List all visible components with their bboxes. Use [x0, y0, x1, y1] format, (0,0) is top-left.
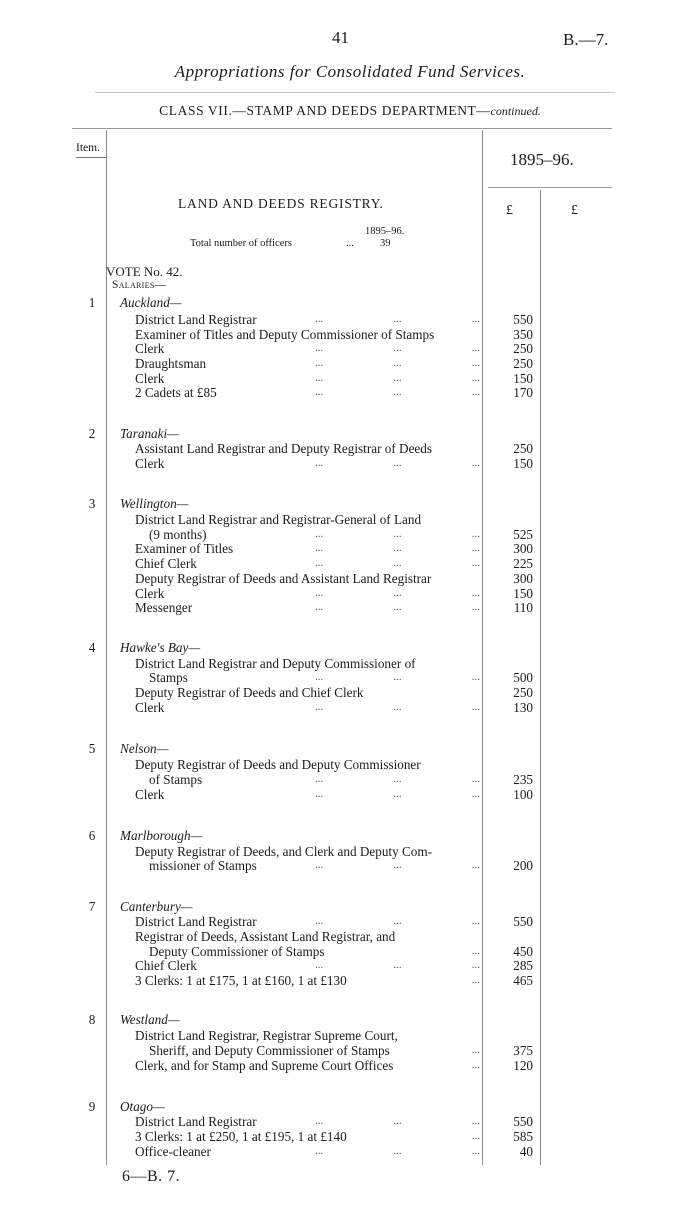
district-name: Wellington—: [120, 496, 189, 511]
item-description: 3 Clerks: 1 at £175, 1 at £160, 1 at £130: [135, 973, 347, 988]
currency-header-2: £: [571, 203, 578, 218]
page-title: Appropriations for Consolidated Fund Services.: [174, 62, 526, 81]
item-column-header: Item.: [76, 142, 100, 154]
district-name: Canterbury—: [120, 899, 193, 914]
item-description: Clerk: [135, 787, 165, 802]
amount: 525: [513, 527, 533, 542]
item-description: Deputy Commissioner of Stamps: [149, 944, 325, 959]
item-description: Clerk: [135, 700, 165, 715]
table-row: [0, 656, 700, 671]
leader-dots: ... ... ...: [315, 959, 480, 971]
item-description: Messenger: [135, 600, 193, 615]
class-heading-main: CLASS VII.—STAMP AND DEEDS DEPARTMENT—: [159, 103, 491, 118]
item-number: 1: [88, 295, 96, 310]
item-description: 3 Clerks: 1 at £250, 1 at £195, 1 at £140: [135, 1129, 347, 1144]
amount: 450: [513, 944, 533, 959]
table-row: [0, 1099, 700, 1114]
officers-count: 39: [380, 238, 391, 249]
leader-dots: ... ... ...: [315, 773, 480, 785]
item-description: Clerk: [135, 456, 165, 471]
table-row: [0, 1129, 700, 1144]
table-row: [0, 929, 700, 944]
page-number: 41: [332, 28, 349, 47]
item-description: Examiner of Titles and Deputy Commissioner of Stamps: [135, 327, 435, 342]
table-row: [0, 556, 700, 571]
class-heading: [0, 103, 700, 119]
amount: 250: [513, 356, 533, 371]
table-row: [0, 858, 700, 873]
table-row: [0, 670, 700, 685]
item-number: 4: [88, 640, 96, 655]
table-row: [0, 295, 700, 310]
item-description: Deputy Registrar of Deeds and Deputy Commissioner: [135, 757, 421, 772]
table-row: [0, 356, 700, 371]
table-row: [0, 1058, 700, 1073]
amount: 300: [513, 571, 533, 586]
item-description: 2 Cadets at £85: [135, 385, 217, 400]
footer-signature: 6—B. 7.: [122, 1168, 181, 1185]
item-description: missioner of Stamps: [149, 858, 257, 873]
amount: 550: [513, 914, 533, 929]
item-description: District Land Registrar: [135, 914, 257, 929]
table-row: [0, 312, 700, 327]
item-description: Examiner of Titles: [135, 541, 234, 556]
leader-dots: ...: [471, 1044, 480, 1056]
item-description: Chief Clerk: [135, 556, 197, 571]
item-description: Clerk, and for Stamp and Supreme Court Offices: [135, 1058, 394, 1073]
leader-dots: ...: [471, 1059, 480, 1071]
amount: 40: [519, 1144, 533, 1159]
item-header-underline: [76, 157, 106, 158]
amount: 150: [513, 586, 533, 601]
item-description: District Land Registrar, Registrar Supreme Court,: [135, 1028, 398, 1043]
amount: 225: [513, 556, 533, 571]
title-rule: [95, 92, 615, 93]
amount: 250: [513, 685, 533, 700]
table-row: [0, 958, 700, 973]
item-number: 7: [88, 899, 96, 914]
item-number: 2: [88, 426, 96, 441]
item-description: District Land Registrar: [135, 312, 257, 327]
table-row: [0, 757, 700, 772]
table-row: [0, 772, 700, 787]
leader-dots: ... ... ...: [315, 542, 480, 554]
item-number: 3: [88, 496, 96, 511]
table-row: [0, 341, 700, 356]
item-description: Registrar of Deeds, Assistant Land Registrar, and: [135, 929, 396, 944]
class-heading-suffix: continued.: [490, 104, 541, 118]
amount: 235: [513, 772, 533, 787]
table-row: [0, 1043, 700, 1058]
table-row: [0, 541, 700, 556]
officers-label: Total number of officers: [190, 238, 292, 249]
district-name: Taranaki—: [120, 426, 179, 441]
table-row: [0, 1012, 700, 1027]
amount: 100: [513, 787, 533, 802]
section-title: LAND AND DEEDS REGISTRY.: [178, 196, 384, 211]
leader-dots: ...: [471, 1130, 480, 1142]
item-description: Office-cleaner: [135, 1144, 211, 1159]
amount: 500: [513, 670, 533, 685]
leader-dots: ... ... ...: [315, 457, 480, 469]
table-row: [0, 426, 700, 441]
district-name: Auckland—: [120, 295, 182, 310]
item-description: Deputy Registrar of Deeds and Assistant Land Registrar: [135, 571, 432, 586]
leader-dots: ... ... ...: [315, 528, 480, 540]
item-number: 6: [88, 828, 96, 843]
table-row: [0, 828, 700, 843]
item-number: 5: [88, 741, 96, 756]
leader-dots: ... ... ...: [315, 601, 480, 613]
table-row: [0, 914, 700, 929]
table-top-rule: [72, 128, 612, 129]
table-row: [0, 973, 700, 988]
item-description: District Land Registrar: [135, 1114, 257, 1129]
item-description: Clerk: [135, 586, 165, 601]
officers-year: 1895–96.: [365, 226, 405, 237]
item-description: Deputy Registrar of Deeds and Chief Clerk: [135, 685, 364, 700]
table-row: [0, 685, 700, 700]
table-row: [0, 456, 700, 471]
amount: 585: [513, 1129, 533, 1144]
item-number: 8: [88, 1012, 96, 1027]
salaries-heading: Salaries—: [112, 279, 167, 291]
leader-dots: ... ... ...: [315, 788, 480, 800]
district-name: Hawke's Bay—: [120, 640, 201, 655]
leader-dots: ... ... ...: [315, 342, 480, 354]
table-row: [0, 512, 700, 527]
leader-dots: ... ... ...: [315, 313, 480, 325]
item-description: Draughtsman: [135, 356, 207, 371]
table-row: [0, 327, 700, 342]
district-name: Otago—: [120, 1099, 165, 1114]
table-row: [0, 844, 700, 859]
district-name: Westland—: [120, 1012, 180, 1027]
document-code: B.—7.: [563, 30, 609, 49]
table-row: [0, 787, 700, 802]
vote-number: VOTE No. 42.: [106, 264, 183, 279]
leader-dots: ... ... ...: [315, 915, 480, 927]
table-row: [0, 1114, 700, 1129]
leader-dots: ... ... ...: [315, 859, 480, 871]
item-description: Clerk: [135, 371, 165, 386]
table-row: [0, 944, 700, 959]
item-number: 9: [88, 1099, 96, 1114]
table-row: [0, 700, 700, 715]
table-row: [0, 571, 700, 586]
amount: 375: [513, 1043, 533, 1058]
amount: 130: [513, 700, 533, 715]
amount: 300: [513, 541, 533, 556]
item-description: Chief Clerk: [135, 958, 197, 973]
year-header-rule: [488, 187, 612, 188]
leader-dots: ... ... ...: [315, 372, 480, 384]
year-column-header: 1895–96.: [510, 150, 574, 169]
leader-dots: ...: [471, 974, 480, 986]
table-row: [0, 1144, 700, 1159]
amount: 170: [513, 385, 533, 400]
item-description: District Land Registrar and Registrar-General of Land: [135, 512, 422, 527]
table-row: [0, 371, 700, 386]
item-description: District Land Registrar and Deputy Commissioner of: [135, 656, 416, 671]
amount: 120: [513, 1058, 533, 1073]
amount: 285: [513, 958, 533, 973]
amount: 550: [513, 1114, 533, 1129]
table-row: [0, 586, 700, 601]
table-row: [0, 899, 700, 914]
leader-dots: ... ... ...: [315, 1115, 480, 1127]
table-row: [0, 527, 700, 542]
amount: 200: [513, 858, 533, 873]
district-name: Nelson—: [120, 741, 169, 756]
leader-dots: ... ... ...: [315, 671, 480, 683]
leader-dots: ... ... ...: [315, 357, 480, 369]
amount: 150: [513, 371, 533, 386]
leader-dots: ... ... ...: [315, 386, 480, 398]
amount: 350: [513, 327, 533, 342]
item-description: Deputy Registrar of Deeds, and Clerk and Deputy Com-: [135, 844, 433, 859]
item-description: Assistant Land Registrar and Deputy Registrar of Deeds: [135, 441, 433, 456]
item-description: Clerk: [135, 341, 165, 356]
item-description: of Stamps: [149, 772, 203, 787]
amount: 150: [513, 456, 533, 471]
table-row: [0, 640, 700, 655]
leader-dots: ... ... ...: [315, 587, 480, 599]
amount: 465: [513, 973, 533, 988]
leader-dots: ... ... ...: [315, 701, 480, 713]
table-row: [0, 441, 700, 456]
leader-dots: ...: [471, 945, 480, 957]
table-row: [0, 385, 700, 400]
table-row: [0, 1028, 700, 1043]
officers-dots: ...: [346, 238, 354, 249]
amount: 110: [513, 600, 533, 615]
table-row: [0, 600, 700, 615]
amount: 250: [513, 441, 533, 456]
table-row: [0, 496, 700, 511]
leader-dots: ... ... ...: [315, 1145, 480, 1157]
amount: 250: [513, 341, 533, 356]
district-name: Marlborough—: [120, 828, 203, 843]
currency-header-1: £: [506, 203, 513, 218]
item-description: (9 months): [149, 527, 207, 542]
item-description: Sheriff, and Deputy Commissioner of Stamps: [149, 1043, 390, 1058]
amount: 550: [513, 312, 533, 327]
table-row: [0, 741, 700, 756]
leader-dots: ... ... ...: [315, 557, 480, 569]
item-description: Stamps: [149, 670, 188, 685]
